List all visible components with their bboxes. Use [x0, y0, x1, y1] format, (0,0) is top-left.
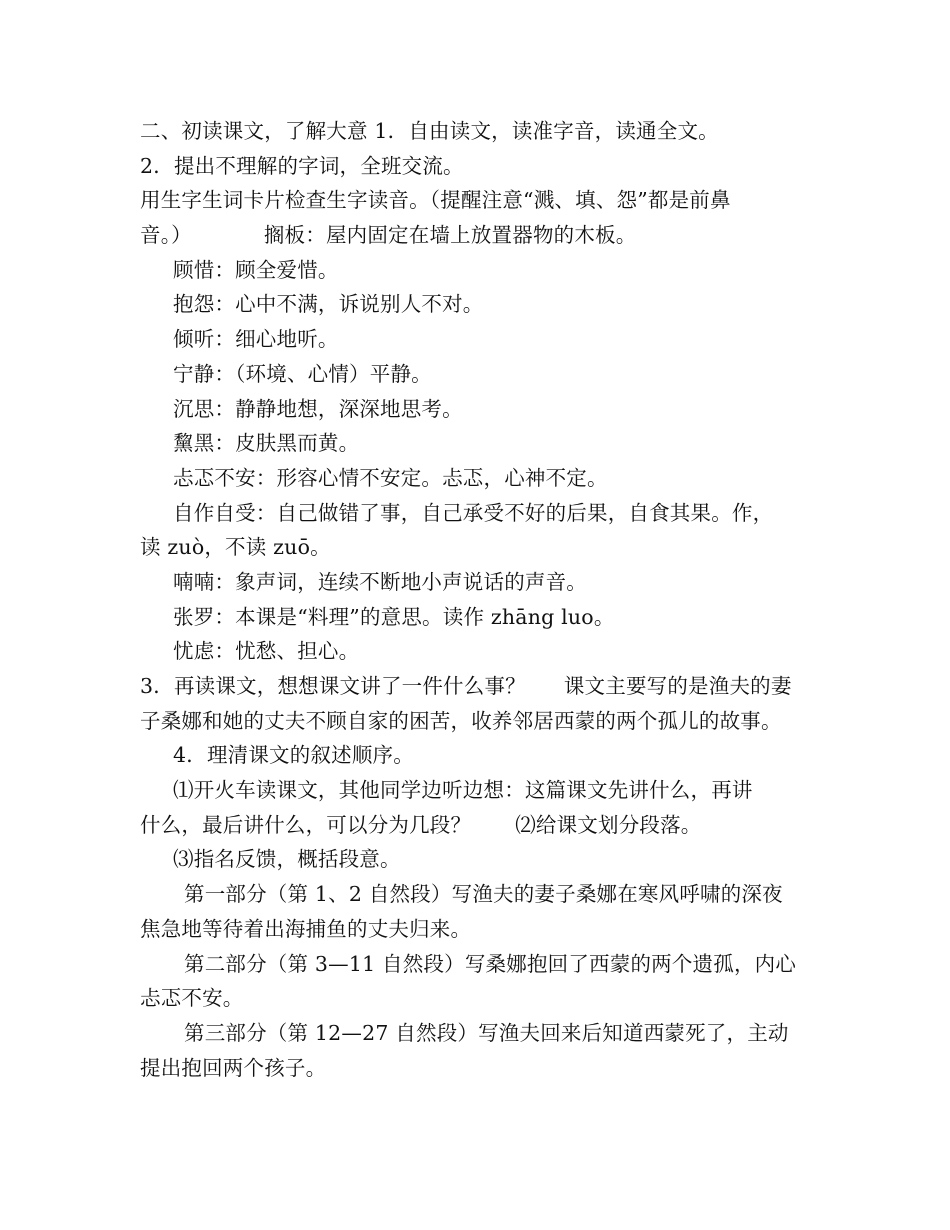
text-line	[140, 357, 812, 392]
text-segment: 第一部分（第 1、2 自然段）写渔夫的妻子桑娜在寒风呼啸的深夜	[184, 882, 783, 907]
text-segment: ⑴开火车读课文，其他同学边听边想：这篇课文先讲什么，再讲	[173, 778, 753, 803]
text-segment: 搁板：屋内固定在墙上放置器物的木板。	[263, 223, 637, 248]
text-segment: 忐忑不安。	[140, 986, 244, 1011]
text-segment: 忐忑不安：形容心情不安定。忐忑，心神不定。	[173, 465, 608, 490]
text-segment: 3．再读课文，想想课文讲了一件什么事？	[140, 674, 526, 698]
text-line	[140, 114, 812, 149]
text-line	[140, 912, 812, 947]
text-segment: ⑵给课文划分段落。	[515, 812, 702, 837]
text-line	[140, 496, 812, 531]
text-line	[140, 565, 812, 600]
text-segment: 张罗：本课是“料理”的意思。读作 zhāng luo。	[173, 604, 615, 629]
text-segment: 二、初读课文，了解大意 1．自由读文，读准字音，读通全文。	[140, 119, 719, 143]
text-segment: 黧黑：皮肤黑而黄。	[173, 431, 360, 456]
text-line	[140, 426, 812, 461]
text-line	[140, 1016, 812, 1051]
document-body	[140, 114, 812, 1085]
text-segment: 音。）	[140, 223, 192, 248]
text-segment: 喃喃：象声词，连续不断地小声说话的声音。	[173, 569, 587, 594]
text-line	[140, 392, 812, 427]
text-segment: 用生字生词卡片检查生字读音。（提醒注意“溅、填、怨”都是前鼻	[140, 188, 731, 213]
text-segment: 什么，最后讲什么，可以分为几段？	[140, 812, 472, 837]
text-segment: 顾惜：顾全爱惜。	[173, 257, 339, 282]
text-segment: 宁静：（环境、心情）平静。	[173, 361, 432, 386]
text-segment: 自作自受：自己做错了事，自己承受不好的后果，自食其果。作，	[173, 500, 774, 525]
text-line	[140, 877, 812, 912]
text-line	[140, 600, 812, 635]
text-line	[140, 218, 812, 253]
text-segment: 4．理清课文的叙述顺序。	[173, 743, 414, 768]
text-segment: 倾听：细心地听。	[173, 327, 339, 352]
text-segment: 第三部分（第 12—27 自然段）写渔夫回来后知道西蒙死了，主动	[184, 1020, 789, 1045]
text-segment: ⑶指名反馈，概括段意。	[173, 847, 401, 872]
text-line	[140, 981, 812, 1016]
text-line	[140, 669, 812, 704]
text-line	[140, 634, 812, 669]
text-segment: 沉思：静静地想，深深地思考。	[173, 396, 463, 421]
text-segment: 忧虑：忧愁、担心。	[173, 639, 360, 664]
text-segment: 2．提出不理解的字词，全班交流。	[140, 153, 464, 178]
text-line	[140, 842, 812, 877]
text-line	[140, 738, 812, 773]
text-line	[140, 149, 812, 184]
text-line	[140, 947, 812, 982]
text-segment: 子桑娜和她的丈夫不顾自家的困苦，收养邻居西蒙的两个孤儿的故事。	[140, 708, 782, 733]
text-line	[140, 461, 812, 496]
text-segment: 第二部分（第 3—11 自然段）写桑娜抱回了西蒙的两个遗孤，内心	[184, 951, 797, 976]
text-segment: 提出抱回两个孩子。	[140, 1055, 327, 1080]
text-segment: 课文主要写的是渔夫的妻	[563, 674, 792, 698]
text-line	[140, 1051, 812, 1086]
text-segment: 读 zuò，不读 zuō。	[140, 535, 331, 560]
text-line	[140, 183, 812, 218]
text-line	[140, 808, 812, 843]
text-line	[140, 773, 812, 808]
text-line	[140, 253, 812, 288]
text-line	[140, 287, 812, 322]
text-line	[140, 322, 812, 357]
text-segment: 抱怨：心中不满，诉说别人不对。	[173, 292, 484, 317]
text-line	[140, 704, 812, 739]
text-line	[140, 530, 812, 565]
text-segment: 焦急地等待着出海捕鱼的丈夫归来。	[140, 916, 472, 941]
